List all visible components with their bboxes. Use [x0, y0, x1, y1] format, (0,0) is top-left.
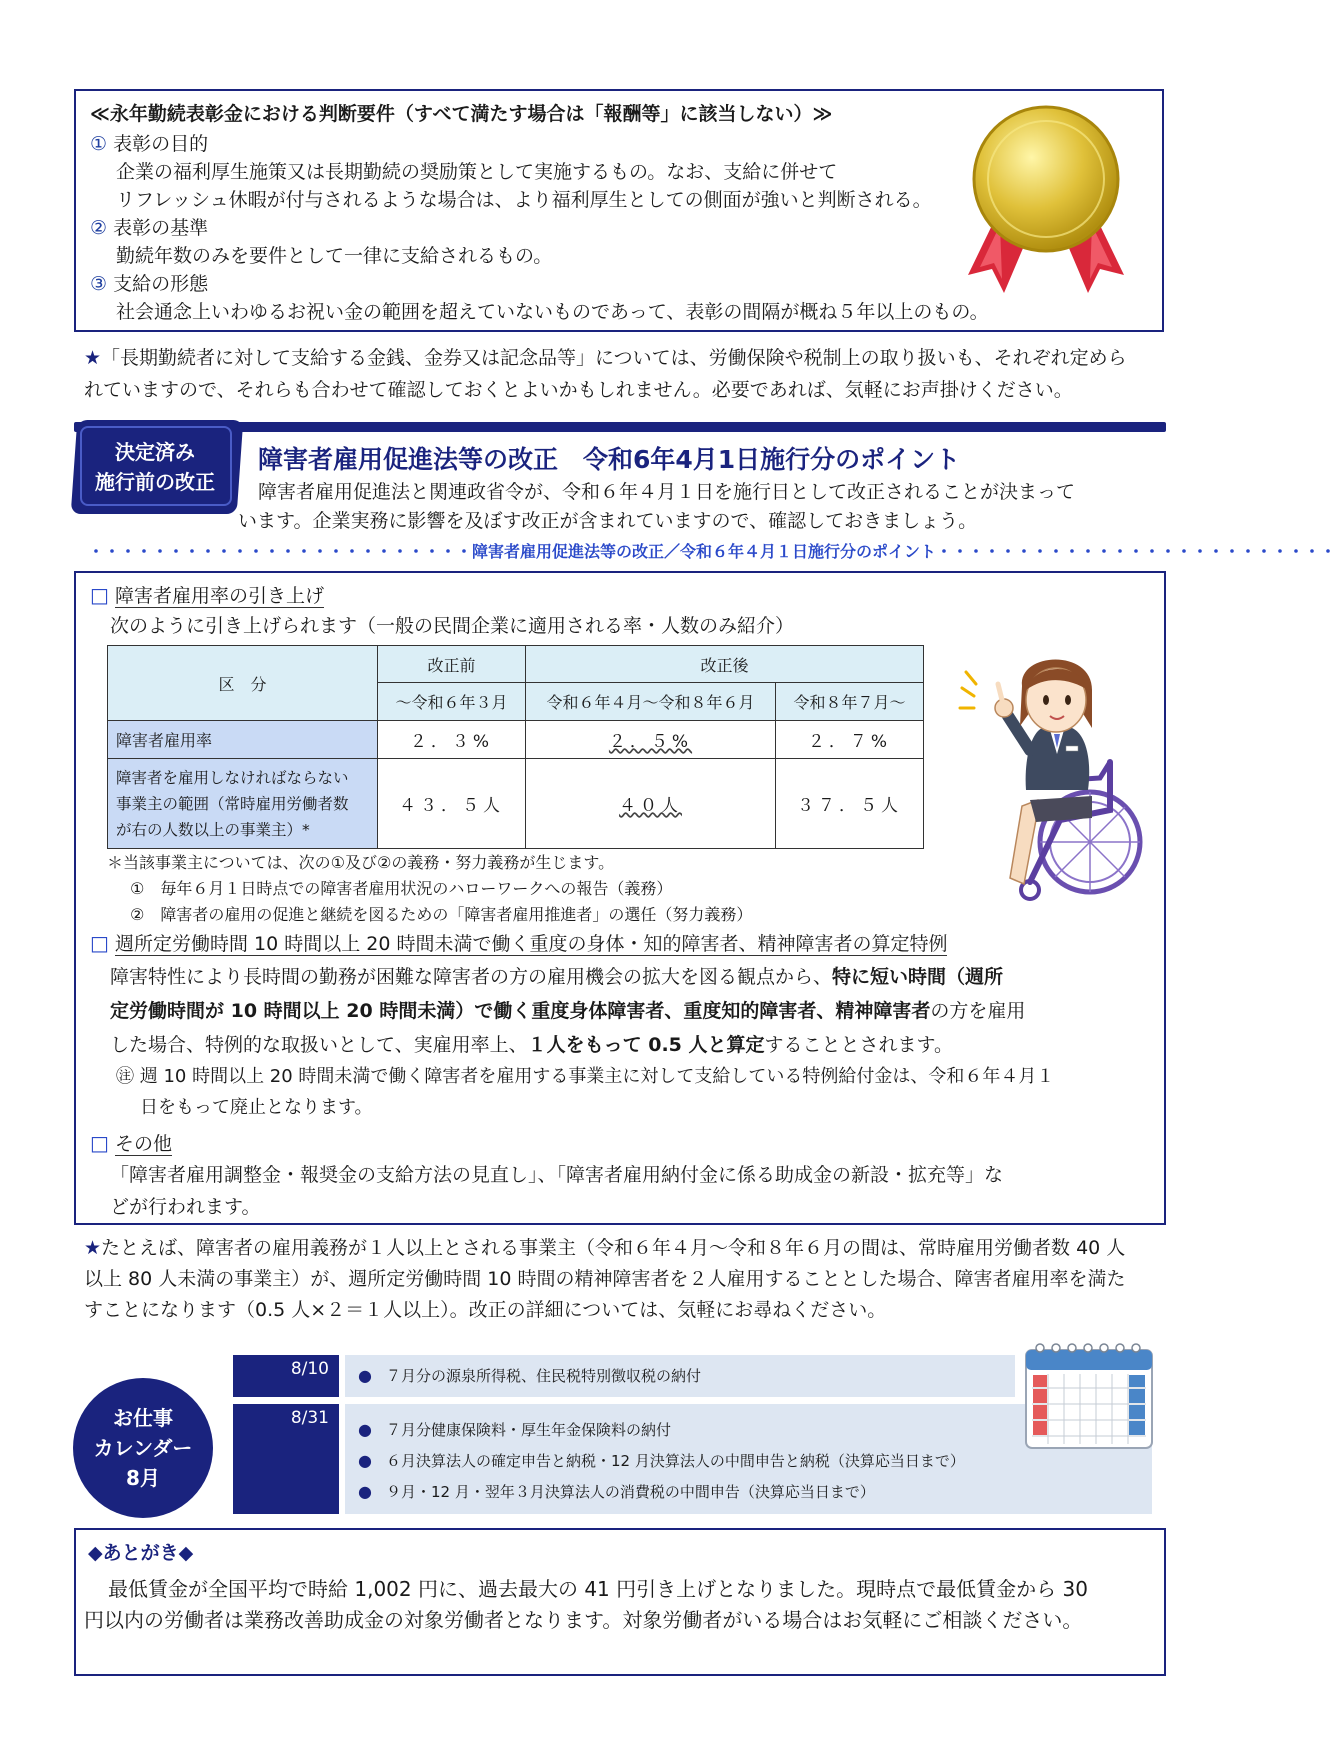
requirement-1-heading: ① 表彰の目的 — [90, 133, 209, 155]
medal-box-title: ≪永年勤続表彰金における判断要件（すべて満たす場合は「報酬等」に該当しない）≫ — [90, 103, 833, 125]
calendar-item: ● ７月分健康保険料・厚生年金保険料の納付 — [358, 1420, 671, 1439]
gold-medal-icon — [956, 97, 1136, 297]
section-intro-line: います。企業実務に影響を及ぼす改正が含まれていますので、確認しておきましょう。 — [238, 510, 978, 532]
calendar-icon — [1022, 1340, 1157, 1452]
table-header-category: 区 分 — [108, 646, 378, 721]
table-period: 令和６年４月～令和８年６月 — [526, 683, 776, 721]
section-badge-text: 決定済み 施行前の改正 — [95, 440, 215, 494]
calendar-item: ● ６月決算法人の確定申告と納税・12 月決算法人の中間申告と納税（決算応当日まで） — [358, 1451, 965, 1470]
item3-heading: □ その他 — [90, 1131, 172, 1155]
table-cell: ４３．５人 — [378, 759, 526, 849]
afterword-title: ◆あとがき◆ — [88, 1542, 194, 1564]
table-period: ～令和６年３月 — [378, 683, 526, 721]
calendar-badge-label: お仕事 カレンダー 8月 — [93, 1406, 193, 1490]
item3-body-line: どが行われます。 — [110, 1196, 261, 1218]
requirement-1-line: 企業の福利厚生施策又は長期勤続の奨励策として実施するもの。なお、支給に併せて — [116, 161, 838, 183]
calendar-item: ● ７月分の源泉所得税、住民税特別徴収税の納付 — [358, 1366, 701, 1385]
calendar-date: 8/10 — [233, 1355, 339, 1397]
table-footnote: ＊当該事業主については、次の①及び②の義務・努力義務が生じます。 — [107, 853, 615, 872]
item2-body-line: 障害特性により長時間の勤務が困難な障害者の方の雇用機会の拡大を図る観点から、特に短い時間（週所 — [110, 966, 1004, 988]
afterword-line: 円以内の労働者は業務改善助成金の対象労働者となります。対象労働者がいる場合はお気軽にご相談ください。 — [84, 1608, 1083, 1632]
note-example: ★たとえば、障害者の雇用義務が１人以上とされる事業主（令和６年４月～令和８年６月の間は、常時雇用労働者数 40 人 — [84, 1237, 1126, 1259]
table-header-after: 改正後 — [526, 646, 924, 683]
wheelchair-woman-illustration — [960, 650, 1145, 910]
item2-heading: □ 週所定労働時間 10 時間以上 20 時間未満で働く重度の身体・知的障害者、精神障害者の算定特例 — [90, 931, 948, 955]
afterword-line: 最低賃金が全国平均で時給 1,002 円に、過去最大の 41 円引き上げとなりました。現時点で最低賃金から 30 — [108, 1577, 1088, 1601]
dotted-caption: ・・・・・・・・・・・・・・・・・・・・・・・・障害者雇用促進法等の改正／令和６年４月１日施行分のポイント・・・・・・・・・・・・・・・・・・・・・・・・・ — [88, 542, 1336, 561]
item1-lead: 次のように引き上げられます（一般の民間企業に適用される率・人数のみ紹介） — [110, 615, 795, 637]
table-cell: ２．７% — [776, 721, 924, 759]
item2-note-line2: 日をもって廃止となります。 — [140, 1097, 373, 1118]
table-row-label: 障害者雇用率 — [108, 721, 378, 759]
note-mark-icon: ㊟ — [116, 1066, 134, 1087]
item1-heading: □ 障害者雇用率の引き上げ — [90, 583, 324, 607]
table-row-label: 障害者を雇用しなければならない 事業主の範囲（常時雇用労働者数 が右の人数以上の事業主）* — [108, 759, 378, 849]
bullet-icon: ● — [358, 1451, 372, 1470]
bullet-icon: ● — [358, 1482, 372, 1501]
note-long-service: ★「長期勤続者に対して支給する金銭、金券又は記念品等」については、労働保険や税制上の取り扱いも、それぞれ定めら — [84, 347, 1127, 369]
requirement-2-heading: ② 表彰の基準 — [90, 217, 209, 239]
table-header-before: 改正前 — [378, 646, 526, 683]
checkbox-icon: □ — [90, 583, 109, 607]
item2-body-line: 定労働時間が 10 時間以上 20 時間未満）で働く重度身体障害者、重度知的障害者、精神障害者の方を雇用 — [110, 1000, 1026, 1022]
item2-body-line: した場合、特例的な取扱いとして、実雇用率上、１人をもって 0.5 人と算定することとされます。 — [110, 1034, 953, 1056]
requirement-3-line: 社会通念上いわゆるお祝い金の範囲を超えていないものであって、表彰の間隔が概ね５年以上のもの。 — [116, 301, 989, 323]
section-title: 障害者雇用促進法等の改正 令和6年4月1日施行分のポイント — [258, 445, 961, 474]
table-cell: ２．３% — [378, 721, 526, 759]
table-cell: ２．５% — [526, 721, 776, 759]
bullet-icon: ● — [358, 1366, 372, 1385]
checkbox-icon: □ — [90, 931, 109, 955]
table-cell: ３７．５人 — [776, 759, 924, 849]
star-icon: ★ — [84, 347, 102, 369]
medal-requirements-box — [74, 89, 1164, 332]
requirement-2-line: 勤続年数のみを要件として一律に支給されるもの。 — [116, 245, 553, 267]
requirement-1-line: リフレッシュ休暇が付与されるような場合は、より福利厚生としての側面が強いと判断される。 — [116, 189, 932, 211]
table-cell: ４０人 — [526, 759, 776, 849]
bullet-icon: ● — [358, 1420, 372, 1439]
item2-note: ㊟ 週 10 時間以上 20 時間未満で働く障害者を雇用する事業主に対して支給している特例給付金は、令和６年４月１ — [116, 1066, 1055, 1087]
employment-rate-table — [107, 645, 924, 849]
table-footnote-item: ① 毎年６月１日時点での障害者雇用状況のハローワークへの報告（義務） — [130, 879, 673, 898]
note-example-line: すことになります（0.5 人×２＝１人以上）。改正の詳細については、気軽にお尋ねください。 — [84, 1299, 887, 1321]
calendar-date: 8/31 — [233, 1404, 339, 1514]
table-footnote-item: ② 障害者の雇用の促進と継続を図るための「障害者雇用推進者」の選任（努力義務） — [130, 905, 753, 924]
note-long-service-line2: れていますので、それらも合わせて確認しておくとよいかもしれません。必要であれば、気軽にお声掛けください。 — [84, 379, 1073, 401]
requirement-3-heading: ③ 支給の形態 — [90, 273, 209, 295]
table-period: 令和８年７月～ — [776, 683, 924, 721]
section-intro-line: 障害者雇用促進法と関連政省令が、令和６年４月１日を施行日として改正されることが決まって — [258, 481, 1076, 503]
note-example-line: 以上 80 人未満の事業主）が、週所定労働時間 10 時間の精神障害者を２人雇用することとした場合、障害者雇用率を満た — [84, 1268, 1126, 1290]
checkbox-icon: □ — [90, 1131, 109, 1155]
item3-body-line: 「障害者雇用調整金・報奨金の支給方法の見直し」、「障害者雇用納付金に係る助成金の新設・拡充等」な — [110, 1164, 1004, 1186]
calendar-item: ● ９月・12 月・翌年３月決算法人の消費税の中間申告（決算応当日まで） — [358, 1482, 875, 1501]
star-icon: ★ — [84, 1237, 102, 1259]
